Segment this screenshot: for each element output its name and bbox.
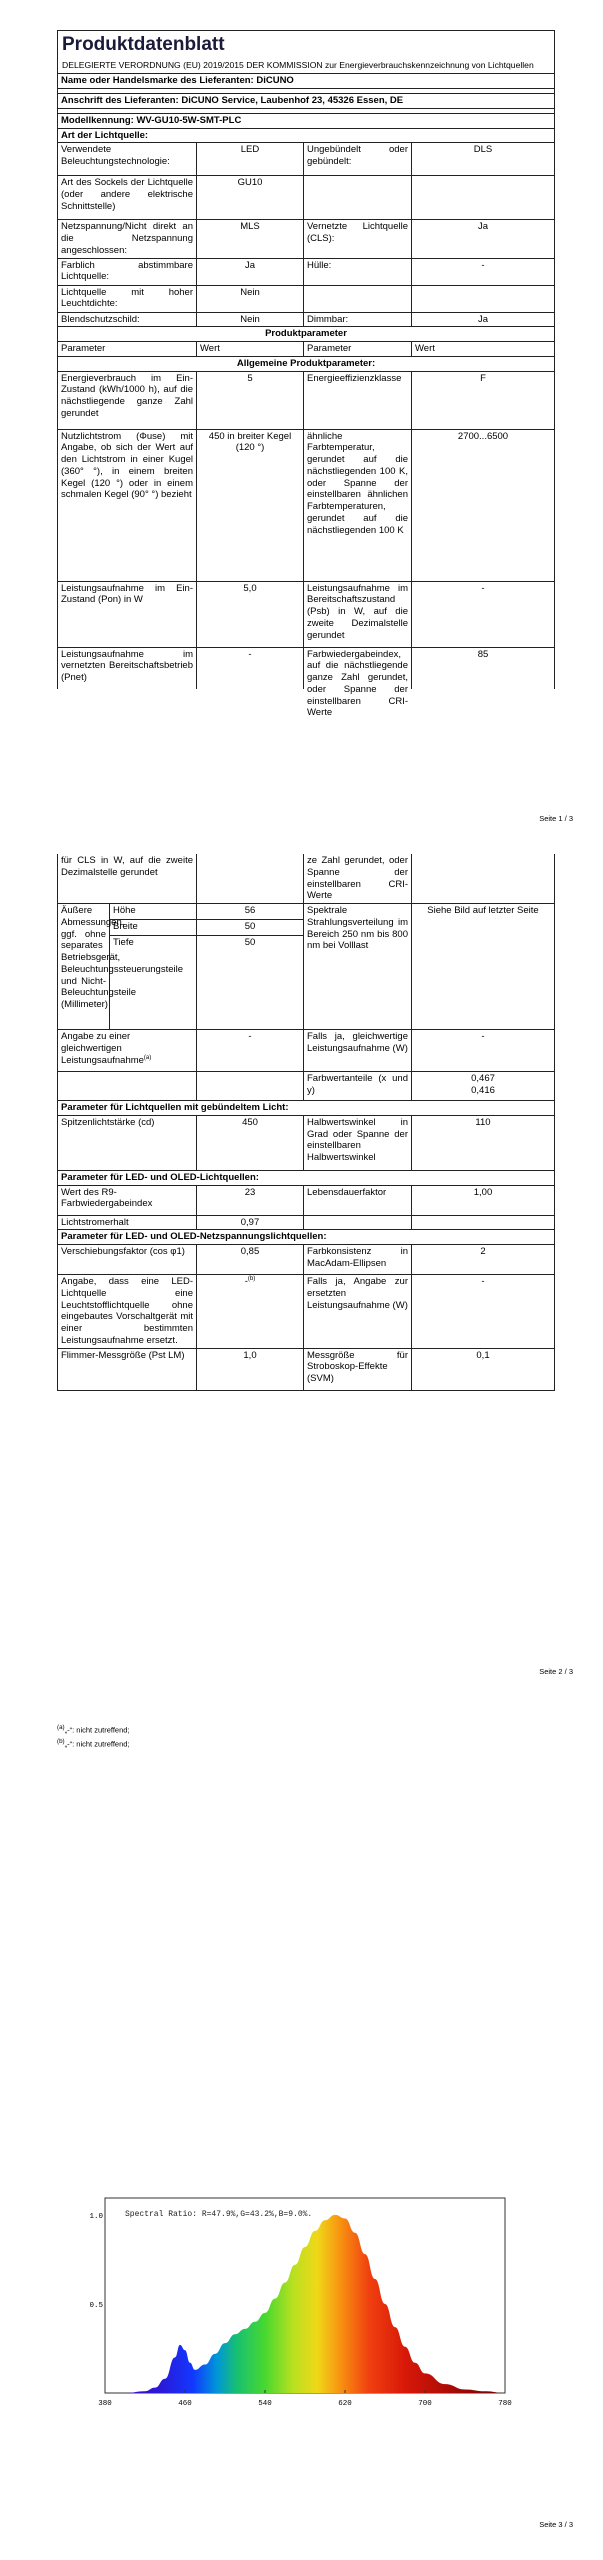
model-identifier: Modellkennung: WV-GU10-5W-SMT-PLC <box>58 113 555 128</box>
survival-factor-value: 1,00 <box>412 1185 555 1215</box>
cri-label: Farbwiedergabeindex, auf die nächstliegende ganze Zahl gerundet, oder Spanne der einstellbaren CRI-Werte <box>307 648 408 719</box>
page-3 <box>0 1706 603 2559</box>
luminous-flux-value: 450 in breiter Kegel (120 °) <box>197 429 304 581</box>
directional-parameters-heading: Parameter für Lichtquellen mit gebündeltem Licht: <box>58 1101 555 1116</box>
energy-class-label: Energieeffizienzklasse <box>304 371 412 429</box>
lamp-row-value: Ja <box>412 220 555 258</box>
replacement-power-label: Falls ja, Angabe zur ersetzten Leistungsaufnahme (W) <box>304 1275 412 1349</box>
standby-power-value: - <box>412 581 555 647</box>
beam-angle-label: Halbwertswinkel in Grad oder Spanne der einstellbaren Halbwertswinkel <box>304 1115 412 1170</box>
survival-factor-label: Lebensdauerfaktor <box>304 1185 412 1215</box>
page-2 <box>0 853 603 1749</box>
lamp-row-value: MLS <box>197 220 304 258</box>
dimension-value: 50 <box>197 936 304 1030</box>
spectrum-svg <box>85 2188 537 2428</box>
energy-class-value: F <box>412 371 555 429</box>
cri-value: 85 <box>412 647 555 689</box>
page-number: Seite 3 / 3 <box>539 2519 573 2529</box>
r9-label: Wert des R9-Farbwiedergabeindex <box>58 1185 197 1215</box>
mains-led-parameters-heading: Parameter für LED- und OLED-Netzspannungslichtquellen: <box>58 1230 555 1245</box>
colour-consistency-value: 2 <box>412 1245 555 1275</box>
spectral-distribution-value: Siehe Bild auf letzter Seite <box>412 904 555 1030</box>
on-mode-power-label: Leistungsaufnahme im Ein-Zustand (Pon) in W <box>58 581 197 647</box>
lamp-type-heading: Art der Lichtquelle: <box>58 128 555 143</box>
col-header-value: Wert <box>412 342 555 357</box>
product-data-table-1 <box>57 30 555 719</box>
chromaticity-x-value: 0,467 <box>471 1073 495 1085</box>
page-number: Seite 1 / 3 <box>539 813 573 823</box>
cct-label: ähnliche Farbtemperatur, gerundet auf die nächstliegenden 100 K, oder Spanne der einstellbaren ähnlichen Farbtemperaturen, gerundet auf die nächstliegenden 100 K <box>304 429 412 581</box>
network-standby-label: Leistungsaufnahme im vernetzten Bereitschaftsbetrieb (Pnet) <box>61 648 193 684</box>
page-1 <box>0 0 603 853</box>
equivalent-power-value: - <box>197 1030 304 1072</box>
led-parameters-heading: Parameter für LED- und OLED-Lichtquellen: <box>58 1170 555 1185</box>
x-tick-label: 780 <box>498 2400 512 2408</box>
dimension-name: Tiefe <box>110 936 197 1030</box>
lamp-row-value: - <box>412 258 555 285</box>
peak-intensity-value: 450 <box>197 1115 304 1170</box>
lamp-row-value: DLS <box>412 143 555 176</box>
footnote-mark: (a) <box>143 1054 152 1061</box>
lamp-row-label: Hülle: <box>304 258 412 285</box>
lumen-maintenance-label: Lichtstromerhalt <box>58 1215 197 1230</box>
x-tick-label: 380 <box>98 2400 112 2408</box>
dimension-value: 50 <box>197 920 304 936</box>
x-tick-label: 700 <box>418 2400 432 2408</box>
equivalent-power-right-label: Falls ja, gleichwertige Leistungsaufnahme (W) <box>304 1030 412 1072</box>
document-title: Produktdatenblatt <box>62 34 225 55</box>
network-standby-value: - <box>197 647 304 689</box>
col-header-value: Wert <box>197 342 304 357</box>
energy-consumption-label: Energieverbrauch im Ein-Zustand (kWh/1000 h), auf die nächstliegende ganze Zahl gerundet <box>58 371 197 429</box>
spectrum-chart <box>85 2188 537 2428</box>
replacement-power-value: - <box>412 1275 555 1349</box>
lamp-row-label: Blendschutzschild: <box>58 312 197 327</box>
replacement-claim-label: Angabe, dass eine LED-Lichtquelle eine Leuchtstofflichtquelle ohne eingebautes Vorschaltgerät mit einer bestimmten Leistungsaufnahme ersetzt. <box>58 1275 197 1349</box>
displacement-factor-value: 0,85 <box>197 1245 304 1275</box>
spectral-distribution-label: Spektrale Strahlungsverteilung im Bereich 250 nm bis 800 nm bei Volllast <box>304 904 412 1030</box>
footnote-mark: (b) <box>247 1276 256 1283</box>
replacement-claim-value: - <box>244 1276 248 1288</box>
supplier-name: Name oder Handelsmarke des Lieferanten: DiCUNO <box>58 74 555 89</box>
lamp-row-value: Nein <box>197 312 304 327</box>
lamp-row-value: GU10 <box>197 176 304 220</box>
lamp-row-label: Farblich abstimmbare Lichtquelle: <box>58 258 197 285</box>
lamp-row-label: Vernetzte Lichtquelle (CLS): <box>304 220 412 258</box>
dimension-name: Breite <box>110 920 197 936</box>
r9-value: 23 <box>197 1185 304 1215</box>
lamp-row-value: Ja <box>412 312 555 327</box>
lamp-row-value: Nein <box>197 285 304 312</box>
lamp-row-label: Netzspannung/Nicht direkt an die Netzspannung angeschlossen: <box>58 220 197 258</box>
stroboscopic-value: 0,1 <box>412 1348 555 1390</box>
supplier-address: Anschrift des Lieferanten: DiCUNO Service, Laubenhof 23, 45326 Essen, DE <box>58 93 555 108</box>
on-mode-power-value: 5,0 <box>197 581 304 647</box>
lamp-row-label: Art des Sockels der Lichtquelle (oder andere elektrische Schnittstelle) <box>58 176 197 220</box>
col-header-parameter: Parameter <box>304 342 412 357</box>
lamp-row-label: Dimmbar: <box>304 312 412 327</box>
footnote-b: „-“: nicht zutreffend; <box>64 1739 130 1749</box>
colour-consistency-label: Farbkonsistenz in MacAdam-Ellipsen <box>304 1245 412 1275</box>
x-tick-label: 540 <box>258 2400 272 2408</box>
chromaticity-y-value: 0,416 <box>471 1084 495 1096</box>
lamp-row-value: LED <box>197 143 304 176</box>
dimension-value: 56 <box>197 904 304 920</box>
dimension-name: Höhe <box>110 904 197 920</box>
continued-label: für CLS in W, auf die zweite Dezimalstelle gerundet <box>58 854 197 904</box>
lamp-row-value: Ja <box>197 258 304 285</box>
energy-consumption-value: 5 <box>197 371 304 429</box>
equivalent-power-right-value: - <box>412 1030 555 1072</box>
displacement-factor-label: Verschiebungsfaktor (cos φ1) <box>58 1245 197 1275</box>
continued-label: ze Zahl gerundet, oder Spanne der einstellbaren CRI-Werte <box>304 854 412 904</box>
product-data-table-2 <box>57 854 555 1391</box>
x-tick-label: 460 <box>178 2400 192 2408</box>
luminous-flux-label: Nutzlichtstrom (Φuse) mit Angabe, ob sich der Wert auf den Lichtstrom in einer Kugel (360° °), in einem breiten Kegel (120 °) oder in einem schmalen Kegel (90° °) bezieht <box>58 429 197 581</box>
general-parameters-heading: Allgemeine Produktparameter: <box>58 356 555 371</box>
footnote-a: „-“: nicht zutreffend; <box>64 1725 130 1735</box>
chart-title: Spectral Ratio: R=47.9%,G=43.2%,B=9.0%. <box>125 2210 313 2219</box>
y-tick-label: 1.0 <box>89 2212 103 2221</box>
flicker-value: 1,0 <box>197 1348 304 1390</box>
chromaticity-label: Farbwertanteile (x und y) <box>304 1072 412 1101</box>
x-tick-label: 620 <box>338 2400 352 2408</box>
dimensions-label: Äußere Abmessungen, ggf. ohne separates Betriebsgerät, Beleuchtungssteuerungsteile und Nicht-Beleuchtungsteile (Millimeter) <box>58 904 110 1030</box>
equivalent-power-label: Angabe zu einer gleichwertigen Leistungsaufnahme <box>61 1031 144 1066</box>
y-tick-label: 0.5 <box>89 2301 103 2310</box>
lamp-row-label: Lichtquelle mit hoher Leuchtdichte: <box>58 285 197 312</box>
cct-value: 2700...6500 <box>412 429 555 581</box>
stroboscopic-label: Messgröße für Stroboskop-Effekte (SVM) <box>304 1348 412 1390</box>
footnote-mark: (a) <box>57 1724 65 1731</box>
lamp-row-label: Ungebündelt oder gebündelt: <box>304 143 412 176</box>
footnote-mark: (b) <box>57 1738 65 1746</box>
product-parameters-heading: Produktparameter <box>58 327 555 342</box>
lumen-maintenance-value: 0,97 <box>197 1215 304 1230</box>
beam-angle-value: 110 <box>412 1115 555 1170</box>
regulation-text: DELEGIERTE VERORDNUNG (EU) 2019/2015 DER KOMMISSION zur Energieverbrauchskennzeichnung von Lichtquellen <box>62 59 534 70</box>
peak-intensity-label: Spitzenlichtstärke (cd) <box>58 1115 197 1170</box>
page-number: Seite 2 / 3 <box>539 1666 573 1676</box>
flicker-label: Flimmer-Messgröße (Pst LM) <box>58 1348 197 1390</box>
lamp-row-label: Verwendete Beleuchtungstechnologie: <box>58 143 197 176</box>
standby-power-label: Leistungsaufnahme im Bereitschaftszustand (Psb) in W, auf die zweite Dezimalstelle gerundet <box>304 581 412 647</box>
col-header-parameter: Parameter <box>58 342 197 357</box>
